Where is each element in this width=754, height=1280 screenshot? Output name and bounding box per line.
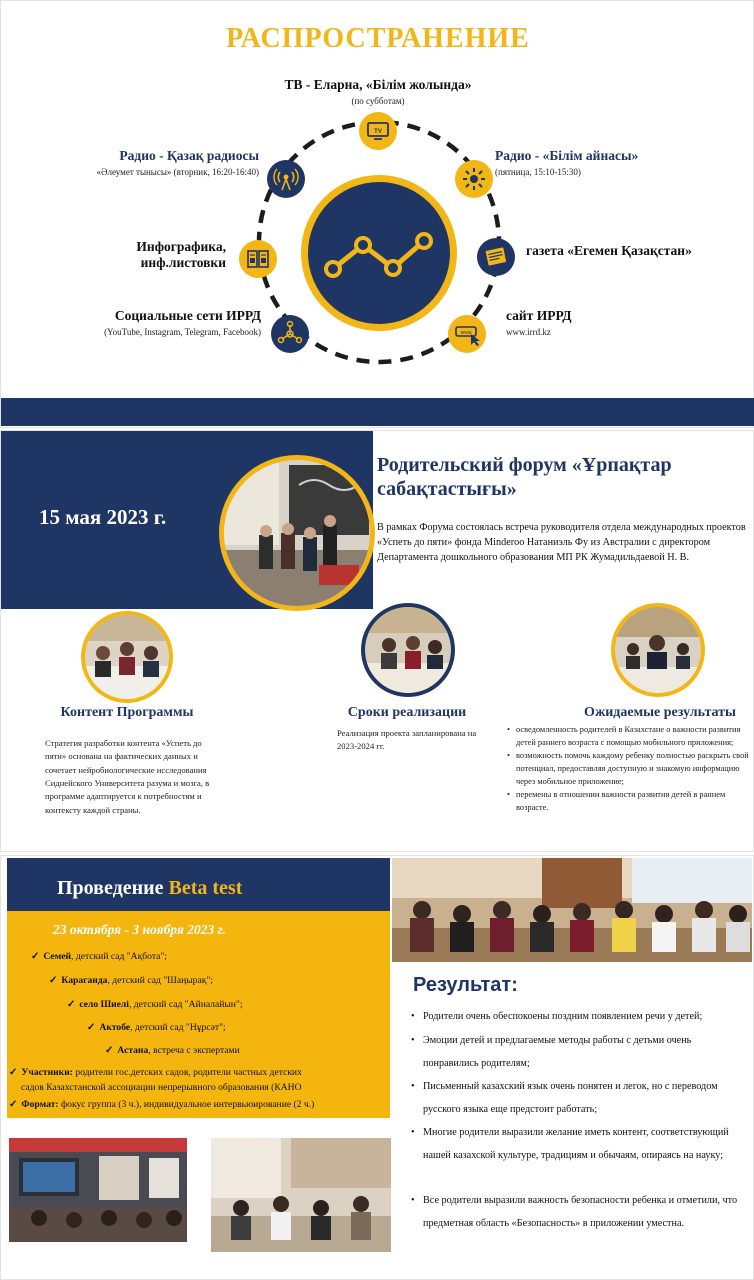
forum-photo xyxy=(219,455,375,616)
city-name: Семей xyxy=(43,951,72,962)
city-item xyxy=(31,951,167,962)
city-detail: , детский сад "Нұрсәт"; xyxy=(130,1022,226,1033)
channel-infographic xyxy=(111,239,226,271)
forum-description: В рамках Форума состоялась встреча руководителя отдела международных проектов «Успеть до пяти» фонда Minderoo Натаниэль Фу из Австралии с директором Департамента дошкольного образования МП РК Жумадильдаевой Н. В. xyxy=(377,522,746,563)
result-item: • Многие родители выразили желание иметь контент, соответствующий нашей казахской культуре, традициям и обычаям, опираясь на науку; xyxy=(411,1122,749,1168)
result-title: Результат: xyxy=(413,974,518,996)
channel-site-url: www.irrd.kz xyxy=(506,327,551,337)
check-icon: ✓ xyxy=(67,999,76,1010)
list-item: • осведомленность родителей в Казахстане о важности развития детей раннего возраста с помощью мобильного приложения; xyxy=(505,723,753,749)
list-item: • перемены в отношении важности развития детей в раннем возрасте. xyxy=(505,788,753,814)
parent-forum-slide xyxy=(0,430,754,852)
channel-social-sub: (YouTube, Instagram, Telegram, Facebook) xyxy=(104,327,261,337)
line-chart-icon xyxy=(299,173,459,333)
city-name: Актобе xyxy=(99,1022,131,1033)
forum-date: 15 мая 2023 г. xyxy=(39,505,167,529)
city-item xyxy=(87,1022,226,1033)
channel-site-title: сайт ИРРД xyxy=(506,308,572,323)
result-item: • Все родители выразили важность безопасности ребенка и отметили, что предметная область «Безопасность» в приложении уместна. xyxy=(411,1190,749,1236)
website-click-icon xyxy=(447,314,487,359)
check-icon: ✓ xyxy=(49,975,58,986)
timeline-body: Реализация проекта запланирована на 2023-2024 гг. xyxy=(337,728,477,752)
result-item: • Эмоции детей и предлагаемые методы работы с детьми очень понравились родителям; xyxy=(411,1030,749,1076)
focus-group-photo xyxy=(392,858,752,962)
channel-infographic-title-1: Инфографика, xyxy=(136,239,226,254)
channel-newspaper xyxy=(526,243,692,259)
timeline-title: Сроки реализации xyxy=(347,705,467,720)
city-detail: , детский сад "Айналайын"; xyxy=(128,999,243,1010)
channel-radio-kz xyxy=(81,148,259,177)
beta-test-slide xyxy=(0,855,754,1280)
channel-radio-kz-title: Радио - Қазақ радиосы xyxy=(119,148,259,163)
svg-text:TV: TV xyxy=(374,129,382,135)
channel-radio-bilim-title: Радио - «Білім айнасы» xyxy=(495,148,639,163)
beta-title-highlight: Beta test xyxy=(168,877,243,899)
channel-social xyxy=(71,308,261,337)
timeline-photo xyxy=(361,603,455,702)
results-photo xyxy=(611,603,705,702)
city-item xyxy=(105,1045,240,1056)
leaflet-icon xyxy=(238,239,278,284)
city-detail: , детский сад "Ақбота"; xyxy=(71,951,167,962)
channel-radio-kz-sub: «Әлеумет тынысы» (вторник, 16:20-16:40) xyxy=(96,167,259,177)
center-chart-badge xyxy=(299,173,459,338)
newspaper-icon xyxy=(476,237,516,282)
content-program-body: Стратегия разработки контента «Успеть до пяти» основана на фактических данных и сочетает нейробиологические исследования Сиднейского Университета разума и мозга, в программе адаптируется к потребностям и контексту каждой страны. xyxy=(45,738,210,815)
format-text: фокус группа (3 ч.), индивидуальное интервьюирование (2 ч.) xyxy=(58,1099,315,1110)
tv-icon xyxy=(358,111,398,156)
svg-text:www: www xyxy=(460,330,472,336)
channel-tv xyxy=(1,77,754,106)
expected-results-title: Ожидаемые результаты xyxy=(584,705,736,720)
participants-line-2: садов Казахстанской ассоциации непрерывного образования (КАНО xyxy=(21,1081,302,1093)
city-name: село Шиелі xyxy=(79,999,129,1010)
participants-line-1: родители гос.детских садов, родители частных детских xyxy=(72,1067,302,1078)
beta-dates: 23 октября - 3 ноября 2023 г. xyxy=(53,922,226,937)
channel-site xyxy=(506,308,572,337)
city-detail: , детский сад "Шаңырақ"; xyxy=(107,975,213,986)
city-name: Караганда xyxy=(61,975,108,986)
check-icon: ✓ xyxy=(9,1099,18,1110)
channel-radio-bilim xyxy=(495,148,638,177)
channel-newspaper-title: газета «Егемен Қазақстан» xyxy=(526,243,692,258)
check-icon: ✓ xyxy=(105,1045,114,1056)
city-name: Астана xyxy=(117,1045,149,1056)
radio-tower-icon xyxy=(266,159,306,204)
check-icon: ✓ xyxy=(87,1022,96,1033)
list-item: • возможность помочь каждому ребенку полностью раскрыть свой потенциал, предоставляя доступную и знакомую информацию через мобильное приложение; xyxy=(505,749,753,788)
broadcast-icon xyxy=(454,159,494,204)
format xyxy=(9,1099,314,1110)
channel-radio-bilim-sub: (пятница, 15:10-15:30) xyxy=(495,167,581,177)
session-photo-2 xyxy=(211,1138,391,1252)
channel-tv-sub: (по субботам) xyxy=(351,96,405,106)
expected-results-list xyxy=(505,723,753,814)
slide-title: РАСПРОСТРАНЕНИЕ xyxy=(226,23,530,54)
channel-tv-title: ТВ - Еларна, «Білім жолында» xyxy=(284,77,472,92)
participants xyxy=(9,1066,302,1094)
result-item: • Родители очень обеспокоены поздним появлением речи у детей; xyxy=(411,1006,749,1029)
share-network-icon xyxy=(270,314,310,359)
footer-band xyxy=(1,398,754,426)
participants-label: Участники: xyxy=(21,1067,73,1078)
check-icon: ✓ xyxy=(31,951,40,962)
session-photo-1 xyxy=(9,1138,187,1242)
city-detail: , встреча с экспертами xyxy=(148,1045,240,1056)
beta-title xyxy=(57,877,242,900)
content-program-title: Контент Программы xyxy=(60,705,194,720)
result-item: • Письменный казахский язык очень понятен и легок, но с переводом русского языка еще предстоит работать; xyxy=(411,1076,749,1122)
format-label: Формат: xyxy=(21,1099,59,1110)
channel-social-title: Социальные сети ИРРД xyxy=(114,308,261,323)
city-item xyxy=(49,975,213,986)
check-icon: ✓ xyxy=(9,1067,18,1078)
channel-infographic-title-2: инф.листовки xyxy=(140,255,226,271)
content-photo xyxy=(81,611,173,708)
forum-title: Родительский форум «Ұрпақтар сабақтастығы» xyxy=(377,454,672,500)
distribution-slide xyxy=(0,0,754,428)
city-item xyxy=(67,999,243,1010)
beta-title-prefix: Проведение xyxy=(57,877,169,899)
